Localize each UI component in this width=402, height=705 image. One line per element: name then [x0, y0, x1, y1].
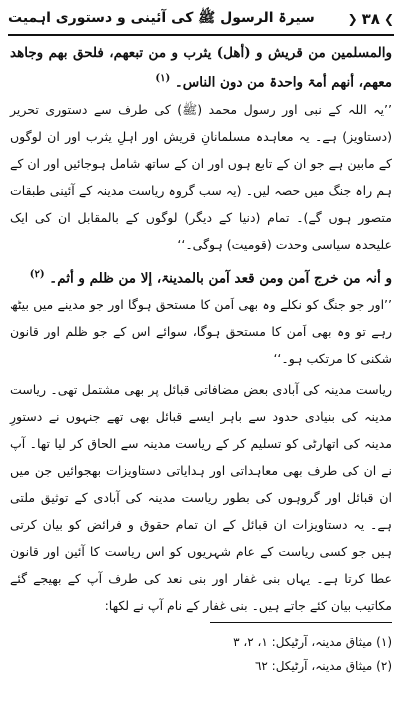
arabic-quote-2	[10, 262, 392, 292]
footnotes	[233, 630, 392, 678]
arabic-quote-2-text: و أنہ من خرج آمن ومن قعد آمن بالمدینۃ، إلا من ظلم و أثم۔	[49, 270, 392, 286]
page-number: ٣٨	[361, 10, 380, 28]
footnote-2: (٢) میثاق مدینہ، آرٹیکل: ٦٢	[254, 659, 392, 673]
page-number-box	[348, 10, 394, 28]
footnote-1: (١) میثاق مدینہ، آرٹیکل: ١، ٢، ٣	[233, 635, 392, 649]
ornament-left-icon: ❮	[347, 12, 358, 26]
footnote-rule	[210, 622, 392, 623]
arabic-quote-1-text: والمسلمین من قریش و (أھل) یثرب و من تبعھم، فلحق بھم وجاھد معھم، أنھم أمۃ واحدۃ من دون الناس۔	[10, 45, 392, 91]
footnote-ref-2: (٢)	[29, 268, 45, 280]
arabic-quote-1	[10, 40, 392, 96]
page-header	[8, 6, 394, 32]
footnote-ref-1: (١)	[155, 73, 171, 84]
ornament-right-icon: ❯	[383, 12, 394, 26]
header-rule	[8, 34, 394, 36]
running-title: سیرۃ الرسول ﷺ کی آئینی و دستوری اہمیت	[8, 10, 315, 26]
urdu-translation-2: ’’اور جو جنگ کو نکلے وہ بھی اَمن کا مستحق ہوگا اور جو مدینے میں بیٹھ رہے تو وہ بھی اَمن کا مستحق ہوگا، سوائے اس کے جو ظلم اور قانون شکنی کا مرتکب ہو۔‘‘	[10, 297, 392, 366]
urdu-translation-1: ’’یہ اللہ کے نبی اور رسول محمد (ﷺ) کی طرف سے دستوری تحریر (دستاویز) ہے۔ یہ معاہدہ مسلمانانِ قریش اور اہلِ یثرب اور ان لوگوں کے مابین ہے جو ان کے تابع ہوں اور ان کے ساتھ شامل ہوجائیں اور ان کے ہم راہ جنگ میں حصہ لیں۔ (یہ سب گروہ ریاست مدینہ کے آئینی طبقات متصور ہوں گے)۔ تمام (دنیا کے دیگر) لوگوں کے بالمقابل ان کی ایک علیحدہ سیاسی وحدت (قومیت) ہوگی۔‘‘	[10, 101, 392, 252]
page-body	[10, 40, 392, 619]
body-paragraph: ریاست مدینہ کی آبادی بعض مضافاتی قبائل پر بھی مشتمل تھی۔ ریاست مدینہ کی بنیادی حدود سے باہر ایسے قبائل بھی تھے جنہوں نے دستورِ مدینہ کی اتھارٹی کو تسلیم کر کے ریاست مدینہ سے الحاق کر لیا تھا۔ آپ نے ان کی طرف بھی معاہداتی اور ہدایاتی دستاویزات بھجوائیں جن میں ان قبائل اور گروہوں کی بطور ریاست مدینہ کی آبادی کے توثیق ملتی ہے۔ یہ دستاویزات ان قبائل کے ان تمام حقوق و فرائض کو بیان کرتی ہیں جو کسی ریاست کے عام شہریوں کو اس ریاست کا آئین اور قانون عطا کرتا ہے۔ یہاں بنی غفار اور بنی نعد کی طرف آپ کے بھیجے گئے مکاتیب بیان کئے جاتے ہیں۔ بنی غفار کے نام آپ نے لکھا:	[10, 382, 392, 613]
